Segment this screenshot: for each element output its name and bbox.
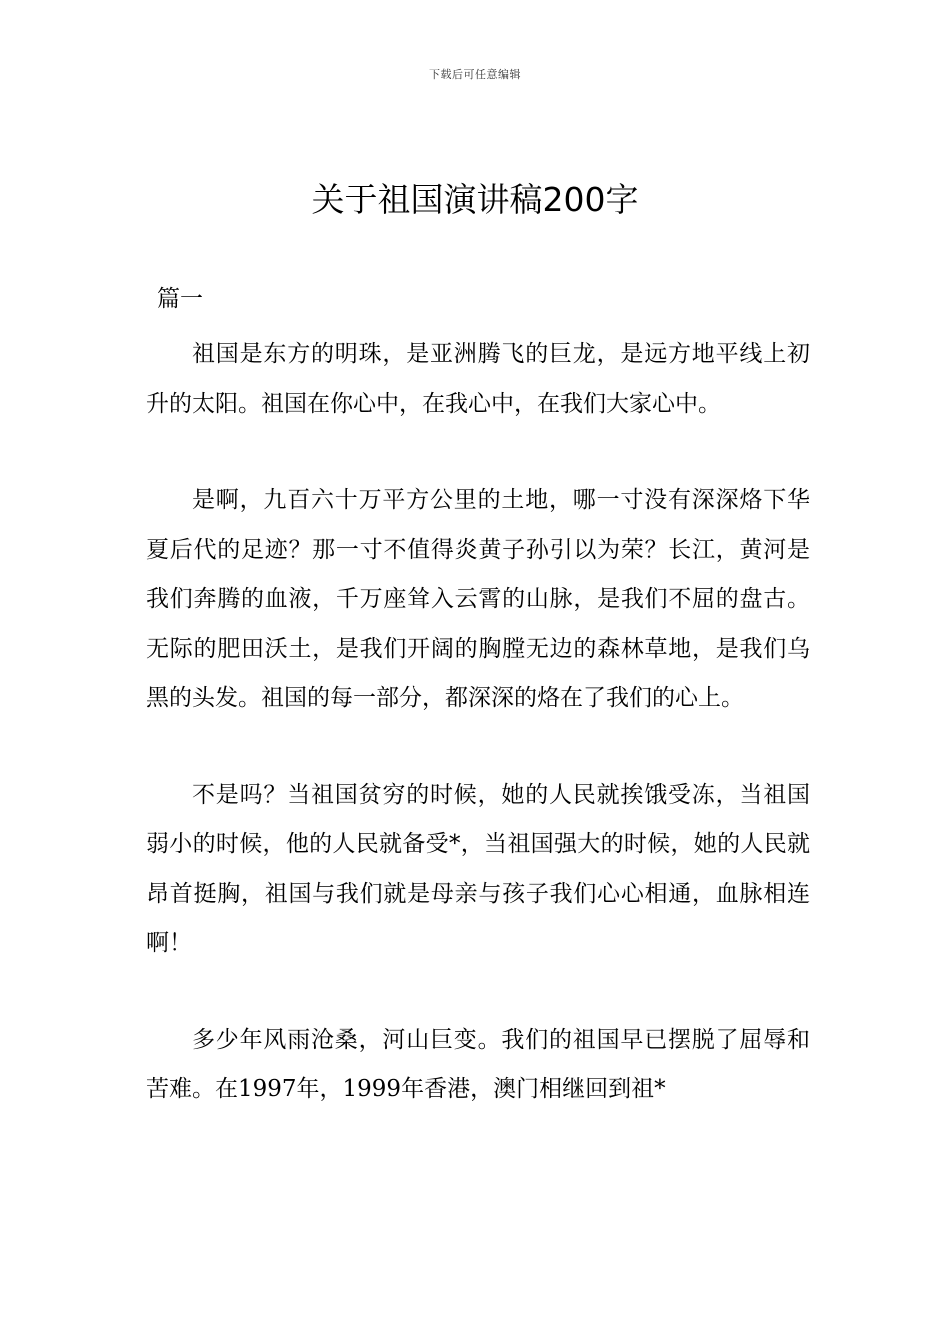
paragraph-4: 多少年风雨沧桑，河山巨变。我们的祖国早已摆脱了屈辱和苦难。在1997年，1999年香港，澳门相继回到祖*	[146, 1026, 810, 1102]
body-text	[146, 330, 810, 1162]
paragraph-1: 祖国是东方的明珠，是亚洲腾飞的巨龙，是远方地平线上初升的太阳。祖国在你心中，在我心中，在我们大家心中。	[146, 341, 810, 417]
paragraph-3: 不是吗？当祖国贫穷的时候，她的人民就挨饿受冻，当祖国弱小的时候，他的人民就备受*，当祖国强大的时候，她的人民就昂首挺胸，祖国与我们就是母亲与孩子我们心心相通，血脉相连啊！	[146, 781, 810, 956]
section-label: 篇一	[157, 286, 203, 312]
paragraph-2: 是啊，九百六十万平方公里的土地，哪一寸没有深深烙下华夏后代的足迹？那一寸不值得炎黄子孙引以为荣？长江，黄河是我们奔腾的血液，千万座耸入云霄的山脉，是我们不屈的盘古。无际的肥田沃土，是我们开阔的胸膛无边的森林草地，是我们乌黑的头发。祖国的每一部分，都深深的烙在了我们的心上。	[146, 487, 810, 711]
document-title: 关于祖国演讲稿200字	[311, 180, 639, 219]
header-note: 下载后可任意编辑	[429, 68, 521, 81]
